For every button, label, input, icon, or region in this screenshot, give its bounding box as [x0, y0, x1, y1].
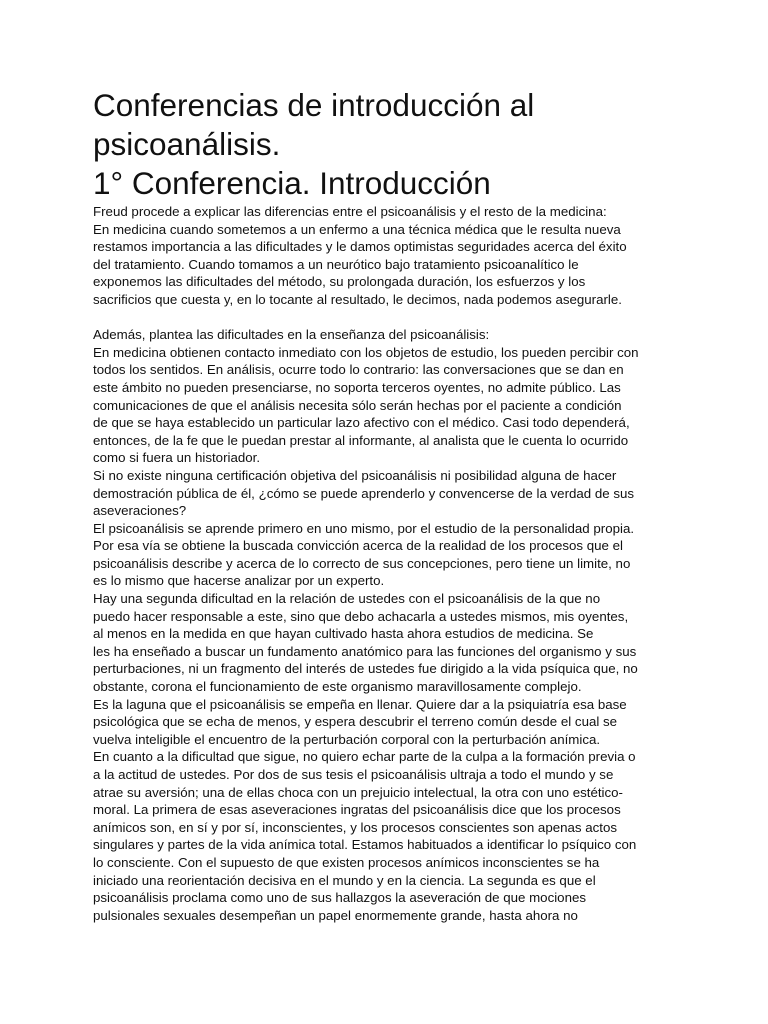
- body-text-line: entonces, de la fe que le puedan prestar al informante, al analista que le cuenta lo ocurrido: [93, 432, 629, 448]
- body-text-line: Por esa vía se obtiene la buscada convicción acerca de la realidad de los procesos que el: [93, 538, 623, 554]
- body-text-line: psicológica que se echa de menos, y espera descubrir el terreno común desde el cual se: [93, 714, 618, 730]
- body-text-line: anímicos son, en sí y por sí, inconscientes, y los procesos conscientes son apenas actos: [93, 819, 618, 835]
- body-text-line: a la actitud de ustedes. Por dos de sus tesis el psicoanálisis ultraja a todo el mundo y se: [93, 767, 614, 782]
- body-text-line: En medicina obtienen contacto inmediato con los objetos de estudio, los pueden percibir con: [93, 344, 639, 360]
- body-text-line: al menos en la medida en que hayan cultivado hasta ahora estudios de medicina. Se: [93, 626, 594, 642]
- document-page: [93, 86, 683, 924]
- body-text-line: restamos importancia a las dificultades y le damos optimistas seguridades acerca del éxito: [93, 239, 627, 255]
- body-text-line: El psicoanálisis se aprende primero en uno mismo, por el estudio de la personalidad propia.: [93, 520, 635, 536]
- body-text-line: obstante, corona el funcionamiento de este organismo maravillosamente complejo.: [93, 679, 582, 695]
- body-text-line: puedo hacer responsable a este, sino que debo achacarla a ustedes mismos, mis oyentes,: [93, 608, 629, 624]
- body-text-line: Hay una segunda dificultad en la relación de ustedes con el psicoanálisis de la que no: [93, 591, 601, 607]
- body-text-line: exponemos las dificultades del método, su prolongada duración, los esfuerzos y los: [93, 274, 586, 290]
- body-text-line: Si no existe ninguna certificación objetiva del psicoanálisis ni posibilidad alguna de hacer: [93, 467, 617, 483]
- body-text-line: del tratamiento. Cuando tomamos a un neurótico bajo tratamiento psicoanalítico le: [93, 256, 579, 272]
- body-text-line: Además, plantea las dificultades en la enseñanza del psicoanálisis:: [93, 327, 490, 343]
- body-text-line: Freud procede a explicar las diferencias entre el psicoanálisis y el resto de la medicina:: [93, 204, 607, 219]
- body-text-line: psicoanálisis describe y acerca de lo correcto de sus concepciones, pero tiene un limite, no: [93, 555, 631, 571]
- body-text-line: atrae su aversión; una de ellas choca con un prejuicio intelectual, la otra con uno estético-: [93, 784, 623, 800]
- body-text-line: lo consciente. Con el supuesto de que existen procesos anímicos inconscientes se ha: [93, 854, 600, 870]
- body-text-line: perturbaciones, ni un fragmento del interés de ustedes fue dirigido a la vida psíquica que, no: [93, 661, 638, 677]
- body-text-line: moral. La primera de esas aseveraciones ingratas del psicoanálisis dice que los procesos: [93, 802, 621, 818]
- document-body: [93, 203, 683, 924]
- body-text-line: singulares y partes de la vida anímica total. Estamos habituados a identificar lo psíquico con: [93, 837, 637, 853]
- document-title: [93, 86, 683, 203]
- body-text-line: comunicaciones de que el análisis necesita sólo serán hechas por el paciente a condición: [93, 397, 622, 413]
- body-text-line: como si fuera un historiador.: [93, 450, 261, 466]
- body-text-line: psicoanálisis proclama como uno de sus hallazgos la aseveración de que mociones: [93, 890, 587, 906]
- title-line: 1° Conferencia. Introducción: [93, 165, 491, 201]
- body-text-line: En cuanto a la dificultad que sigue, no quiero echar parte de la culpa a la formación previa o: [93, 749, 636, 765]
- title-line: psicoanálisis.: [93, 126, 281, 162]
- body-text-line: iniciado una reorientación decisiva en el mundo y en la ciencia. La segunda es que el: [93, 872, 596, 888]
- body-text-line: vuelva inteligible el encuentro de la perturbación corporal con la perturbación anímica.: [93, 731, 601, 747]
- body-text-line: En medicina cuando sometemos a un enfermo a una técnica médica que le resulta nueva: [93, 221, 621, 237]
- body-text-line: este ámbito no pueden presenciarse, no soporta terceros oyentes, no admite público. Las: [93, 379, 621, 395]
- paragraph-break: [93, 309, 683, 327]
- body-text-line: es lo mismo que hacerse analizar por un experto.: [93, 573, 385, 589]
- body-text-line: sacrificios que cuesta y, en lo tocante al resultado, le decimos, nada podemos asegurarle.: [93, 291, 622, 307]
- body-text-line: Es la laguna que el psicoanálisis se empeña en llenar. Quiere dar a la psiquiatría esa base: [93, 696, 627, 712]
- body-text-line: pulsionales sexuales desempeñan un papel enormemente grande, hasta ahora no: [93, 907, 578, 923]
- body-text-line: demostración pública de él, ¿cómo se puede aprenderlo y convencerse de la verdad de sus: [93, 485, 635, 501]
- body-text-line: todos los sentidos. En análisis, ocurre todo lo contrario: las conversaciones que se dan en: [93, 362, 624, 378]
- title-line: Conferencias de introducción al: [93, 87, 535, 123]
- body-text-line: de que se haya establecido un particular lazo afectivo con el médico. Casi todo dependerá,: [93, 415, 630, 431]
- body-text-line: les ha enseñado a buscar un fundamento anatómico para las funciones del organismo y sus: [93, 643, 637, 659]
- body-text-line: aseveraciones?: [93, 503, 187, 519]
